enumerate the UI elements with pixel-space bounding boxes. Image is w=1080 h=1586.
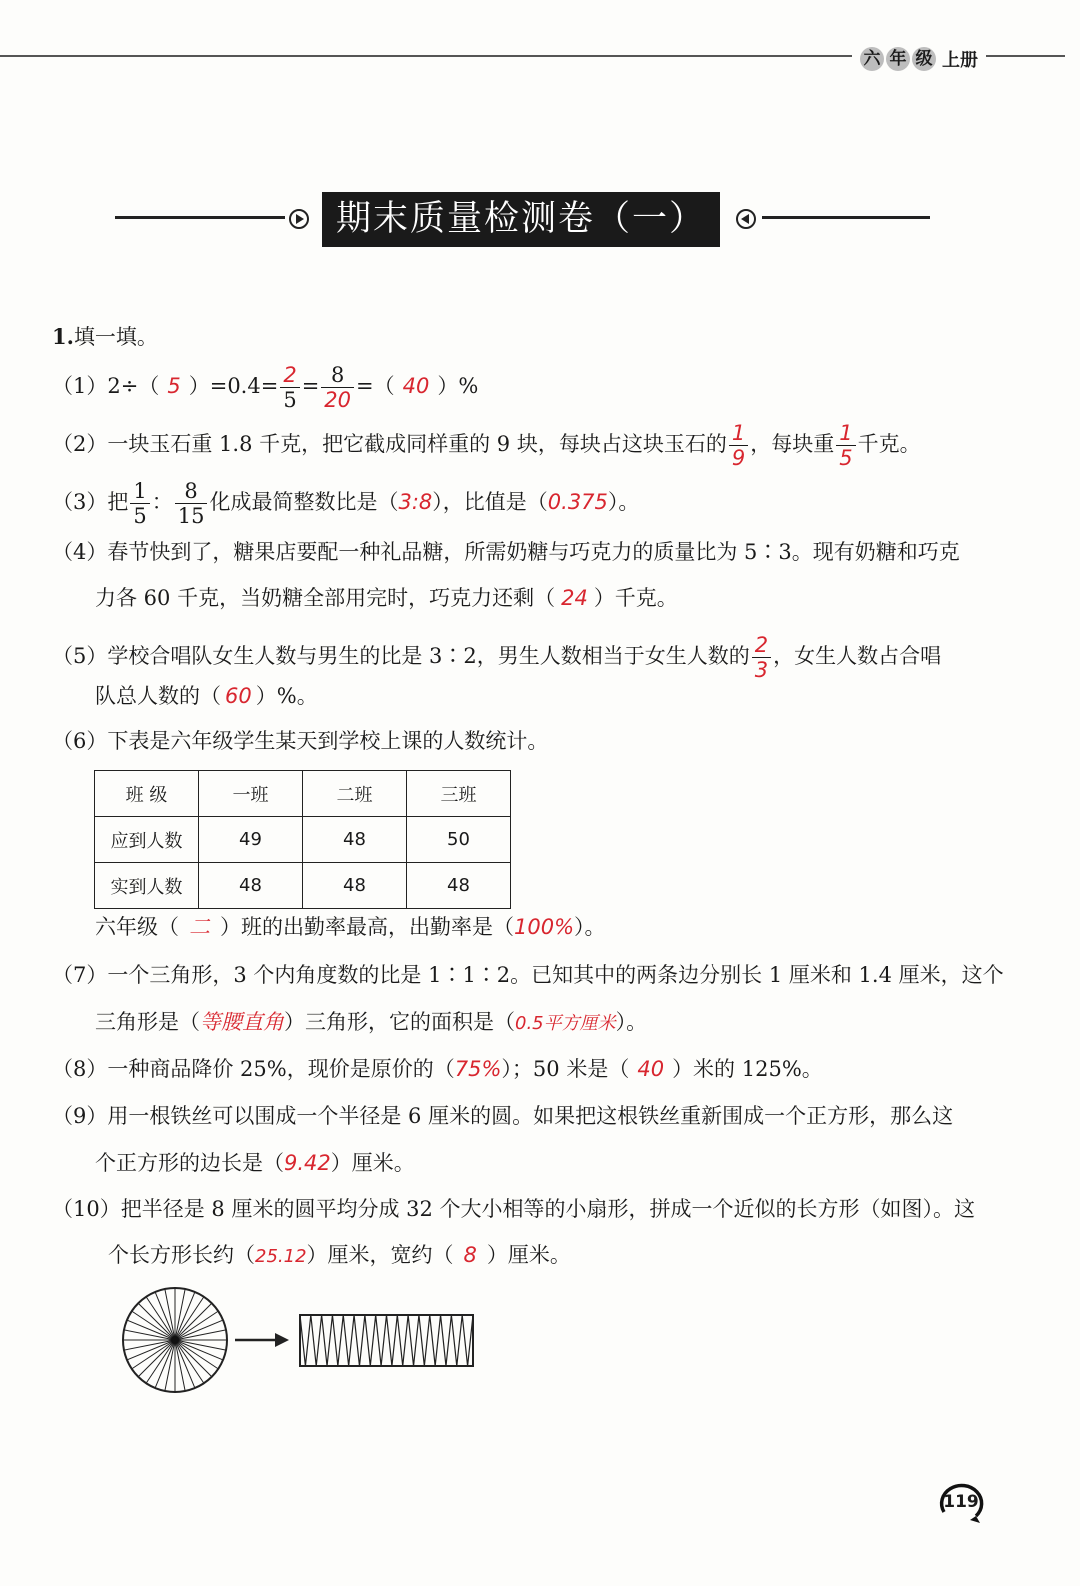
page-number-badge bbox=[938, 1484, 984, 1524]
q3-answer-1: 3:8 bbox=[398, 490, 433, 514]
q7-text: 一个三角形，3 个内角度数的比是 1∶1∶2。已知其中的两条边分别长 1 厘米和 1.4 厘米，这个 bbox=[107, 963, 1004, 987]
q4-text: 春节快到了，糖果店要配一种礼品糖，所需奶糖与巧克力的质量比为 5∶3。现有奶糖和巧克 bbox=[107, 540, 960, 564]
section-heading bbox=[52, 322, 158, 352]
frac-numerator: 2 bbox=[752, 633, 771, 658]
frac-numerator: 8 bbox=[321, 363, 354, 388]
grade-char: 六 bbox=[860, 47, 884, 71]
table-row-label: 实到人数 bbox=[95, 863, 199, 909]
sector-line bbox=[175, 1303, 212, 1340]
q1-answer-2: 40 bbox=[402, 374, 430, 398]
table-header-cell: 一班 bbox=[199, 771, 303, 817]
frac-denominator: 20 bbox=[324, 388, 352, 412]
q3-fraction-1 bbox=[130, 479, 149, 528]
sector-line bbox=[138, 1340, 175, 1377]
table-cell: 49 bbox=[199, 817, 303, 863]
question-9-line-1 bbox=[52, 1101, 953, 1131]
question-index: （5） bbox=[52, 644, 108, 668]
question-index: （10） bbox=[52, 1197, 121, 1221]
q1-text: 2÷（ bbox=[107, 374, 160, 398]
q9-text: 个正方形的边长是（ bbox=[95, 1151, 284, 1175]
q3-answer-2: 0.375 bbox=[547, 490, 608, 514]
q2-fraction-2 bbox=[836, 421, 855, 470]
question-2 bbox=[52, 420, 921, 470]
q1-text: ）% bbox=[437, 374, 479, 398]
q3-text: ： bbox=[151, 490, 173, 514]
grade-char: 级 bbox=[912, 47, 936, 71]
q10-text: ）厘米，宽约（ bbox=[306, 1243, 454, 1267]
q2-text: 千克。 bbox=[857, 432, 921, 456]
play-left-icon bbox=[735, 208, 757, 230]
page-title: 期末质量检测卷（一） bbox=[322, 192, 720, 247]
frac-numerator: 1 bbox=[130, 479, 149, 504]
sector-zigzag bbox=[300, 1315, 473, 1366]
attendance-table bbox=[94, 770, 511, 909]
q8-answer-1: 75% bbox=[454, 1057, 502, 1081]
question-index: （3） bbox=[52, 490, 108, 514]
question-3 bbox=[52, 478, 639, 528]
q10-text: 个长方形长约（ bbox=[108, 1243, 255, 1267]
table-cell: 48 bbox=[303, 863, 407, 909]
question-6 bbox=[52, 726, 548, 756]
table-cell: 48 bbox=[303, 817, 407, 863]
q7-answer-2: 0.5平方厘米 bbox=[515, 1013, 616, 1034]
q5-answer: 60 bbox=[225, 684, 252, 708]
q3-text: 把 bbox=[107, 490, 129, 514]
q7-text: ）三角形，它的面积是（ bbox=[284, 1010, 515, 1034]
q4-text: 力各 60 千克，当奶糖全部用完时，巧克力还剩（ bbox=[95, 586, 556, 610]
table-cell: 48 bbox=[199, 863, 303, 909]
q10-text: 把半径是 8 厘米的圆平均分成 32 个大小相等的小扇形，拼成一个近似的长方形（如图）。这 bbox=[120, 1197, 976, 1221]
table-header-cell: 二班 bbox=[303, 771, 407, 817]
frac-denominator: 15 bbox=[177, 504, 205, 528]
approx-rectangle bbox=[300, 1315, 473, 1366]
q3-text: 化成最简整数比是（ bbox=[209, 490, 399, 514]
question-4-line-1 bbox=[52, 537, 960, 567]
q9-text: ）厘米。 bbox=[330, 1151, 415, 1175]
arrow-right-icon bbox=[235, 1333, 289, 1347]
q6-text: ）。 bbox=[574, 915, 606, 939]
play-right-icon bbox=[288, 208, 310, 230]
question-5-line-1 bbox=[52, 632, 941, 682]
question-7-line-1 bbox=[52, 960, 1004, 990]
volume-label: 上册 bbox=[942, 50, 978, 71]
q3-fraction-2 bbox=[175, 479, 208, 528]
question-7-line-2 bbox=[95, 1007, 647, 1039]
frac-denominator: 9 bbox=[731, 446, 746, 470]
sector-circle-figure bbox=[115, 1280, 495, 1400]
frac-denominator: 5 bbox=[283, 388, 297, 412]
grade-char: 年 bbox=[886, 47, 910, 71]
table-cell: 50 bbox=[407, 817, 511, 863]
q5-text: 队总人数的（ bbox=[95, 684, 221, 708]
q2-text: ，每块重 bbox=[750, 432, 835, 456]
q10-text: ）厘米。 bbox=[486, 1243, 571, 1267]
title-rule-left bbox=[115, 216, 285, 219]
q1-text: =（ bbox=[356, 374, 395, 398]
question-index: （4） bbox=[52, 540, 108, 564]
q7-answer-1: 等腰直角 bbox=[200, 1010, 284, 1034]
q8-text: ）；50 米是（ bbox=[501, 1057, 630, 1081]
question-index: （6） bbox=[52, 729, 108, 753]
circle-center bbox=[171, 1336, 179, 1344]
table-row bbox=[95, 863, 511, 909]
question-index: （9） bbox=[52, 1104, 108, 1128]
q8-text: 一种商品降价 25%，现价是原价的（ bbox=[107, 1057, 455, 1081]
frac-denominator: 3 bbox=[754, 658, 769, 682]
q8-answer-2: 40 bbox=[637, 1057, 665, 1081]
q5-text: ）%。 bbox=[255, 684, 318, 708]
q2-text: 一块玉石重 1.8 千克，把它截成同样重的 9 块，每块占这块玉石的 bbox=[107, 432, 727, 456]
table-header-cell: 三班 bbox=[407, 771, 511, 817]
frac-numerator: 1 bbox=[729, 421, 748, 446]
frac-numerator: 1 bbox=[836, 421, 855, 446]
q1-text: = bbox=[301, 374, 320, 398]
q6-answer-2: 100% bbox=[514, 915, 575, 939]
q6-text: 下表是六年级学生某天到学校上课的人数统计。 bbox=[107, 729, 549, 753]
q6-text: ）班的出勤率最高，出勤率是（ bbox=[220, 915, 514, 939]
question-index: （8） bbox=[52, 1057, 108, 1081]
q5-fraction bbox=[752, 633, 771, 682]
frac-numerator: 2 bbox=[280, 363, 299, 388]
question-index: （7） bbox=[52, 963, 108, 987]
q7-text: ）。 bbox=[615, 1010, 648, 1034]
question-1 bbox=[52, 362, 478, 412]
title-rule-right bbox=[762, 216, 930, 219]
q1-fraction-2 bbox=[321, 363, 354, 412]
sector-line bbox=[175, 1340, 212, 1377]
section-label: 填一填。 bbox=[73, 325, 158, 349]
q9-text: 用一根铁丝可以围成一个半径是 6 厘米的圆。如果把这根铁丝重新围成一个正方形，那么这 bbox=[107, 1104, 954, 1128]
q1-fraction-1 bbox=[280, 363, 299, 412]
sector-line bbox=[138, 1303, 175, 1340]
q5-text: ，女生人数占合唱 bbox=[773, 644, 942, 668]
q1-answer-1: 5 bbox=[167, 374, 181, 398]
question-4-line-2 bbox=[95, 583, 678, 613]
table-header-cell: 班 级 bbox=[95, 771, 199, 817]
question-10-line-1 bbox=[52, 1194, 975, 1224]
q9-answer: 9.42 bbox=[284, 1151, 331, 1175]
q7-text: 三角形是（ bbox=[95, 1010, 200, 1034]
q1-text: ）=0.4= bbox=[188, 374, 279, 398]
table-row bbox=[95, 771, 511, 817]
question-10-line-2 bbox=[108, 1240, 571, 1272]
q3-text: ）。 bbox=[607, 490, 640, 514]
q10-answer-1: 25.12 bbox=[255, 1246, 307, 1267]
question-8 bbox=[52, 1054, 823, 1084]
frac-numerator: 8 bbox=[175, 479, 208, 504]
q6-text: 六年级（ bbox=[95, 915, 179, 939]
q4-answer: 24 bbox=[561, 586, 588, 610]
q3-text: ），比值是（ bbox=[432, 490, 548, 514]
table-row bbox=[95, 817, 511, 863]
question-6-answer-line bbox=[95, 912, 606, 942]
q4-text: ）千克。 bbox=[593, 586, 678, 610]
frac-denominator: 5 bbox=[839, 446, 853, 470]
section-number: 1. bbox=[52, 324, 74, 349]
header-grade-badge bbox=[852, 44, 986, 74]
q8-text: ）米的 125%。 bbox=[672, 1057, 823, 1081]
page-number: 119 bbox=[943, 1492, 979, 1512]
q10-answer-2: 8 bbox=[463, 1243, 477, 1267]
frac-denominator: 5 bbox=[133, 504, 147, 528]
table-cell: 48 bbox=[407, 863, 511, 909]
q6-answer-1: 二 bbox=[189, 915, 210, 939]
question-5-line-2 bbox=[95, 681, 318, 711]
divided-circle bbox=[123, 1288, 227, 1392]
question-index: （2） bbox=[52, 432, 108, 456]
question-index: （1） bbox=[52, 374, 108, 398]
question-9-line-2 bbox=[95, 1148, 415, 1178]
table-row-label: 应到人数 bbox=[95, 817, 199, 863]
q5-text: 学校合唱队女生人数与男生的比是 3∶2，男生人数相当于女生人数的 bbox=[107, 644, 750, 668]
q2-fraction-1 bbox=[729, 421, 748, 470]
